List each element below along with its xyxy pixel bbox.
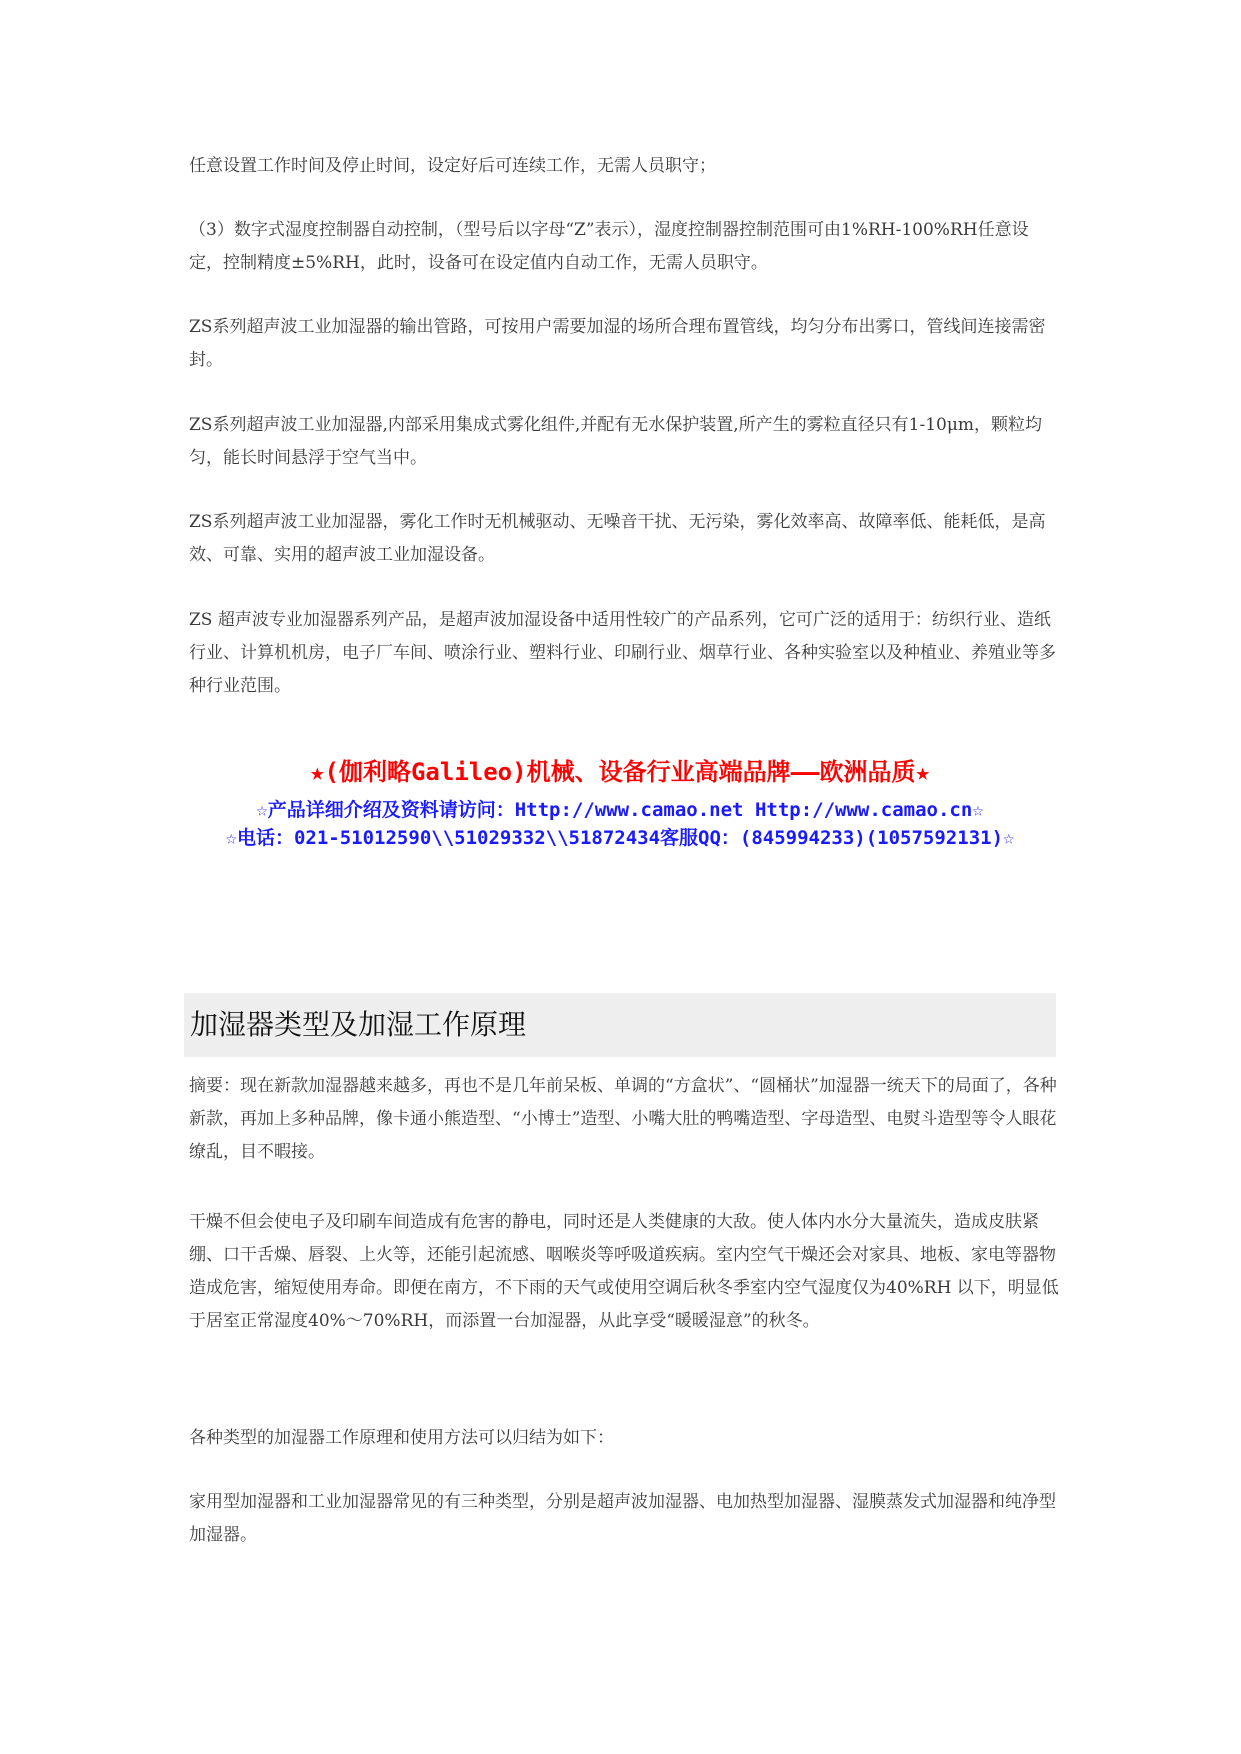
brand-banner-line: ★(伽利略Galileo)机械、设备行业高端品牌——欧洲品质★: [310, 758, 930, 786]
paragraph-summary: 摘要：现在新款加湿器越来越多，再也不是几年前呆板、单调的“方盒状”、“圆桶状”加湿器一统天下的局面了，各种新款，再加上多种品牌，像卡通小熊造型、“小博士”造型、小嘴大肚的鸭嘴造型、字母造型、电熨斗造型等令人眼花缭乱，目不暇接。: [189, 1076, 1057, 1162]
paragraph-atomization-component: ZS系列超声波工业加湿器,内部采用集成式雾化组件,并配有无水保护装置,所产生的雾粒直径只有1-10μm，颗粒均匀，能长时间悬浮于空气当中。: [189, 415, 1043, 468]
section-heading: 加湿器类型及加湿工作原理: [190, 1008, 527, 1041]
paragraph-humidity-controller: （3）数字式湿度控制器自动控制，（型号后以字母“Z”表示），湿度控制器控制范围可由1%RH-100%RH任意设定，控制精度±5%RH，此时，设备可在设定值内自动工作，无需人员职守。: [189, 220, 1029, 273]
paragraph-work-time: 任意设置工作时间及停止时间，设定好后可连续工作，无需人员职守；: [189, 156, 716, 176]
paragraph-three-types: 家用型加湿器和工业加湿器常见的有三种类型，分别是超声波加湿器、电加热型加湿器、湿膜蒸发式加湿器和纯净型加湿器。: [189, 1492, 1056, 1545]
contact-banner-line: ☆电话：021-51012590\\51029332\\51872434客服QQ：(845994233)(1057592131)☆: [225, 827, 1015, 849]
website-banner-line: ☆产品详细介绍及资料请访问：Http://www.camao.net Http://www.camao.cn☆: [256, 799, 984, 821]
paragraph-dryness-harm: 干燥不但会使电子及印刷车间造成有危害的静电，同时还是人类健康的大敌。使人体内水分大量流失，造成皮肤紧绷、口干舌燥、唇裂、上火等，还能引起流感、咽喉炎等呼吸道疾病。室内空气干燥还会对家具、地板、家电等器物造成危害，缩短使用寿命。即便在南方，不下雨的天气或使用空调后秋冬季室内空气湿度仅为40%RH 以下，明显低于居室正常湿度40%～70%RH，而添置一台加湿器，从此享受“暖暖湿意”的秋冬。: [189, 1212, 1059, 1331]
paragraph-efficiency: ZS系列超声波工业加湿器，雾化工作时无机械驱动、无噪音干扰、无污染，雾化效率高、故障率低、能耗低，是高效、可靠、实用的超声波工业加湿设备。: [189, 512, 1046, 565]
paragraph-types-intro: 各种类型的加湿器工作原理和使用方法可以归结为如下：: [189, 1428, 614, 1448]
section-heading-bar: [184, 993, 1056, 1057]
paragraph-output-pipeline: ZS系列超声波工业加湿器的输出管路，可按用户需要加湿的场所合理布置管线，均匀分布出雾口，管线间连接需密封。: [189, 317, 1046, 370]
paragraph-applications: ZS 超声波专业加湿器系列产品，是超声波加湿设备中适用性较广的产品系列，它可广泛的适用于：纺织行业、造纸行业、计算机机房，电子厂车间、喷涂行业、塑料行业、印刷行业、烟草行业、各种实验室以及种植业、养殖业等多种行业范围。: [189, 610, 1056, 696]
